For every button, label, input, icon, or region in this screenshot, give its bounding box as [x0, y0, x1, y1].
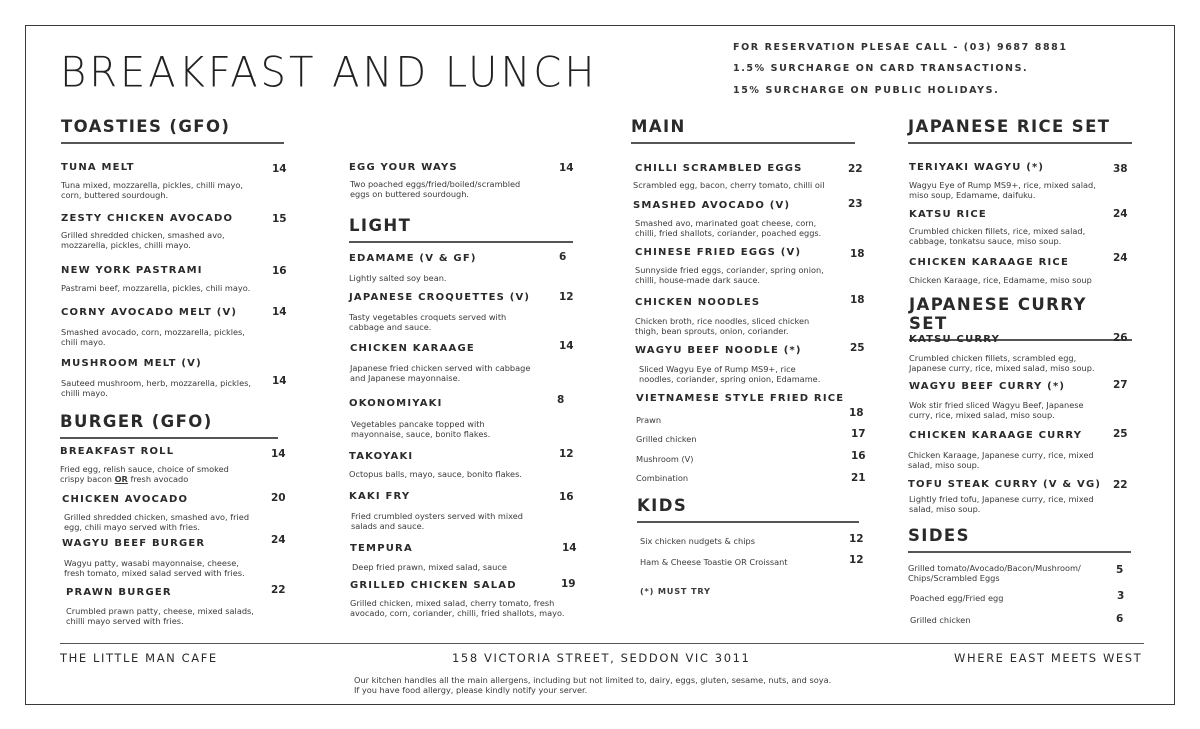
item-price: 12	[559, 448, 574, 460]
item-price: 14	[271, 448, 286, 460]
item-name: CHICKEN KARAAGE	[350, 343, 475, 354]
footer-divider	[60, 643, 1144, 644]
item-name: SMASHED AVOCADO (V)	[633, 200, 791, 211]
curry-set-heading: JAPANESE CURRY SET	[909, 295, 1132, 341]
item-description: Sauteed mushroom, herb, mozzarella, pickles, chilli mayo.	[61, 378, 251, 398]
item-description: Japanese fried chicken served with cabbage and Japanese mayonnaise.	[350, 363, 531, 383]
item-description: Lightly fried tofu, Japanese curry, rice, mixed salad, miso soup.	[909, 494, 1094, 514]
item-name: KATSU CURRY	[909, 334, 1001, 345]
item-description: Wagyu Eye of Rump MS9+, rice, mixed salad, miso soup, Edamame, daifuku.	[909, 180, 1096, 200]
item-price: 24	[1113, 252, 1128, 264]
item-name: CHICKEN KARAAGE RICE	[909, 257, 1069, 268]
item-name: KAKI FRY	[349, 491, 411, 502]
item-name: GRILLED CHICKEN SALAD	[350, 580, 517, 591]
item-description: Sunnyside fried eggs, coriander, spring onion, chilli, house-made dark sauce.	[635, 265, 824, 285]
item-description: Pastrami beef, mozzarella, pickles, chili mayo.	[61, 283, 251, 293]
item-description: Fried egg, relish sauce, choice of smoked crispy bacon OR fresh avocado	[60, 464, 229, 484]
option-label: Prawn	[636, 415, 662, 425]
item-price: 14	[272, 375, 287, 387]
item-description: Grilled shredded chicken, smashed avo, mozzarella, pickles, chilli mayo.	[61, 230, 225, 250]
item-price: 14	[562, 542, 577, 554]
item-name: WAGYU BEEF BURGER	[62, 538, 206, 549]
kids-item-price: 12	[849, 533, 864, 545]
cafe-name: THE LITTLE MAN CAFE	[60, 651, 218, 665]
menu-title: BREAKFAST AND LUNCH	[60, 48, 598, 98]
item-description: Fried crumbled oysters served with mixed salads and sauce.	[351, 511, 523, 531]
option-label: Combination	[636, 473, 689, 483]
item-price: 18	[850, 248, 865, 260]
item-price: 16	[272, 265, 287, 277]
item-description: Lightly salted soy bean.	[349, 273, 447, 283]
item-name: CHILLI SCRAMBLED EGGS	[635, 163, 803, 174]
item-name: MUSHROOM MELT (V)	[61, 358, 202, 369]
option-label: Grilled chicken	[636, 434, 697, 444]
option-price: 17	[851, 428, 866, 440]
item-description: Grilled shredded chicken, smashed avo, fried egg, chili mayo served with fries.	[64, 512, 250, 532]
item-price: 27	[1113, 379, 1128, 391]
item-name: CORNY AVOCADO MELT (V)	[61, 307, 238, 318]
item-description: Wagyu patty, wasabi mayonnaise, cheese, fresh tomato, mixed salad served with fries.	[64, 558, 245, 578]
item-price: 23	[848, 198, 863, 210]
item-description: Tasty vegetables croquets served with cabbage and sauce.	[349, 312, 507, 332]
item-name: TOFU STEAK CURRY (V & VG)	[908, 479, 1102, 490]
item-name: TEMPURA	[350, 543, 413, 554]
item-name: WAGYU BEEF CURRY (*)	[909, 381, 1066, 392]
item-name: CHICKEN NOODLES	[635, 297, 761, 308]
item-description: Crumbled chicken fillets, scrambled egg, Japanese curry, rice, mixed salad, miso soup.	[909, 353, 1095, 373]
cafe-slogan: WHERE EAST MEETS WEST	[954, 651, 1143, 665]
item-price: 26	[1113, 332, 1128, 344]
item-name: OKONOMIYAKI	[349, 398, 443, 409]
item-price: 22	[1113, 479, 1128, 491]
item-price: 38	[1113, 163, 1128, 175]
item-name: CHICKEN KARAAGE CURRY	[909, 430, 1083, 441]
item-description: Two poached eggs/fried/boiled/scrambled eggs on buttered sourdough.	[350, 179, 521, 199]
option-price: 21	[851, 472, 866, 484]
item-price: 25	[850, 342, 865, 354]
sides-item-price: 5	[1116, 564, 1124, 576]
item-description: Chicken Karaage, rice, Edamame, miso soup	[909, 275, 1092, 285]
item-price: 14	[559, 340, 574, 352]
option-price: 18	[849, 407, 864, 419]
item-price: 16	[559, 491, 574, 503]
item-description: Deep fried prawn, mixed salad, sauce	[352, 562, 507, 572]
item-name: NEW YORK PASTRAMI	[61, 265, 203, 276]
item-description: Scrambled egg, bacon, cherry tomato, chilli oil	[633, 180, 825, 190]
cafe-address: 158 VICTORIA STREET, SEDDON VIC 3011	[452, 651, 751, 665]
item-name: EDAMAME (V & GF)	[349, 253, 477, 264]
allergy-notice: If you have food allergy, please kindly notify your server.	[354, 685, 588, 695]
sides-item-price: 3	[1117, 590, 1125, 602]
item-price: 18	[850, 294, 865, 306]
item-name: EGG YOUR WAYS	[349, 162, 458, 173]
item-name: TUNA MELT	[61, 162, 135, 173]
item-price: 25	[1113, 428, 1128, 440]
reservation-notice: FOR RESERVATION PLESAE CALL - (03) 9687 8881	[733, 42, 1068, 53]
item-price: 22	[848, 163, 863, 175]
item-name: WAGYU BEEF NOODLE (*)	[635, 345, 802, 356]
item-description: Vegetables pancake topped with mayonnaise, sauce, bonito flakes.	[351, 419, 491, 439]
burger-heading: BURGER (GFO)	[60, 412, 278, 439]
light-heading: LIGHT	[349, 216, 573, 243]
item-price: 6	[559, 251, 567, 263]
item-description: Crumbled prawn patty, cheese, mixed salads, chilli mayo served with fries.	[66, 606, 254, 626]
item-price: 12	[559, 291, 574, 303]
item-description: Chicken Karaage, Japanese curry, rice, mixed salad, miso soup.	[908, 450, 1094, 470]
item-description: Smashed avo, marinated goat cheese, corn, chilli, fried shallots, coriander, poached eggs.	[635, 218, 822, 238]
item-name: BREAKFAST ROLL	[60, 446, 175, 457]
must-try-note: (*) MUST TRY	[640, 586, 711, 596]
main-heading: MAIN	[631, 117, 855, 144]
kids-heading: KIDS	[637, 496, 859, 523]
option-label: Mushroom (V)	[636, 454, 694, 464]
item-name: JAPANESE CROQUETTES (V)	[349, 292, 531, 303]
toasties-heading: TOASTIES (GFO)	[61, 117, 284, 144]
item-description: Octopus balls, mayo, sauce, bonito flakes.	[349, 469, 522, 479]
item-price: 14	[272, 163, 287, 175]
item-description: Smashed avocado, corn, mozzarella, pickles, chili mayo.	[61, 327, 245, 347]
item-price: 22	[271, 584, 286, 596]
holiday-surcharge-notice: 15% SURCHARGE ON PUBLIC HOLIDAYS.	[733, 85, 1000, 96]
item-name: PRAWN BURGER	[66, 587, 172, 598]
rice-set-heading: JAPANESE RICE SET	[908, 117, 1132, 144]
kids-item-label: Six chicken nudgets & chips	[640, 536, 755, 546]
item-description: Sliced Wagyu Eye of Rump MS9+, rice noodles, coriander, spring onion, Edamame.	[639, 364, 821, 384]
item-name: VIETNAMESE STYLE FRIED RICE	[636, 393, 845, 404]
item-price: 20	[271, 492, 286, 504]
sides-item-label: Grilled chicken	[910, 615, 971, 625]
card-surcharge-notice: 1.5% SURCHARGE ON CARD TRANSACTIONS.	[733, 63, 1029, 74]
sides-item-label: Poached egg/Fried egg	[910, 593, 1004, 603]
item-name: CHINESE FRIED EGGS (V)	[635, 247, 802, 258]
item-price: 14	[272, 306, 287, 318]
item-name: CHICKEN AVOCADO	[62, 494, 189, 505]
item-price: 15	[272, 213, 287, 225]
item-name: KATSU RICE	[909, 209, 987, 220]
sides-item-label: Grilled tomato/Avocado/Bacon/Mushroom/ Chips/Scrambled Eggs	[908, 563, 1081, 583]
kids-item-price: 12	[849, 554, 864, 566]
item-description: Crumbled chicken fillets, rice, mixed salad, cabbage, tonkatsu sauce, miso soup.	[909, 226, 1086, 246]
item-description: Chicken broth, rice noodles, sliced chicken thigh, bean sprouts, onion, coriander.	[635, 316, 810, 336]
item-description: Wok stir fried sliced Wagyu Beef, Japanese curry, rice, mixed salad, miso soup.	[909, 400, 1084, 420]
allergy-notice: Our kitchen handles all the main allergens, including but not limited to, dairy, eggs, gluten, sesame, nuts, and soya.	[354, 675, 832, 685]
option-price: 16	[851, 450, 866, 462]
item-description: Tuna mixed, mozzarella, pickles, chilli mayo, corn, buttered sourdough.	[61, 180, 243, 200]
kids-item-label: Ham & Cheese Toastie OR Croissant	[640, 557, 788, 567]
item-price: 19	[561, 578, 576, 590]
item-name: ZESTY CHICKEN AVOCADO	[61, 213, 234, 224]
item-price: 24	[271, 534, 286, 546]
item-name: TERIYAKI WAGYU (*)	[909, 162, 1045, 173]
item-name: TAKOYAKI	[349, 451, 414, 462]
item-price: 14	[559, 162, 574, 174]
item-price: 24	[1113, 208, 1128, 220]
item-price: 8	[557, 394, 565, 406]
sides-item-price: 6	[1116, 613, 1124, 625]
item-description: Grilled chicken, mixed salad, cherry tomato, fresh avocado, corn, coriander, chilli, fried shallots, mayo.	[350, 598, 565, 618]
sides-heading: SIDES	[908, 526, 1131, 553]
